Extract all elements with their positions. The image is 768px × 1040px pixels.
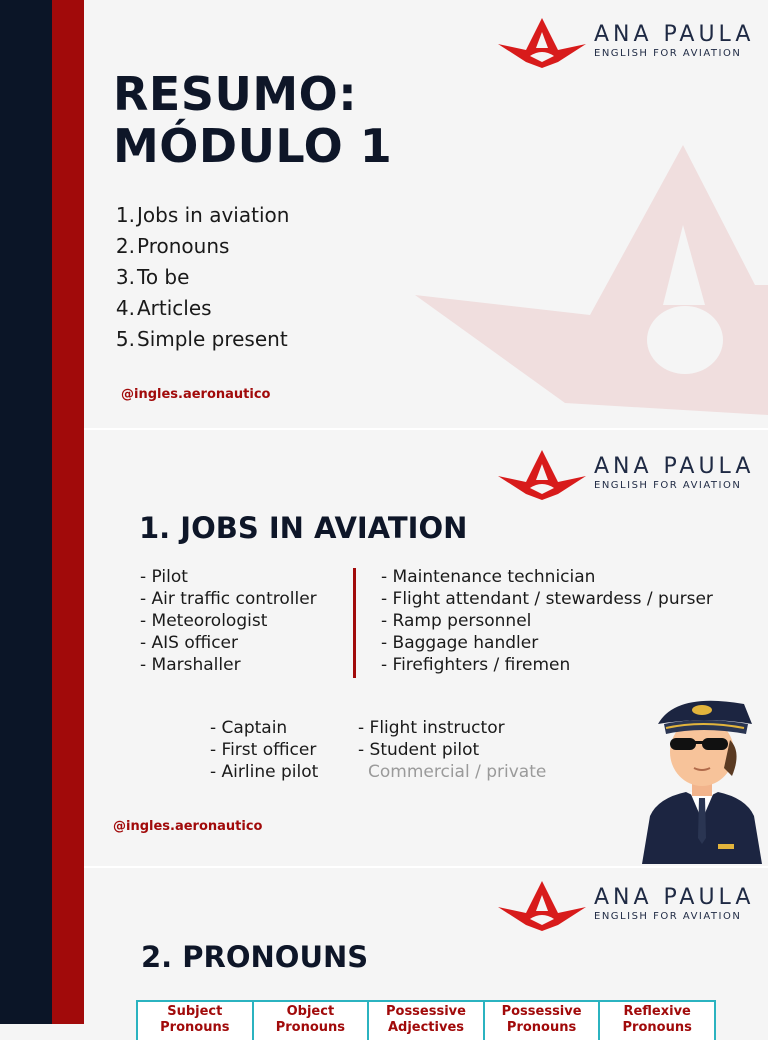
brand-name: ANA PAULA (594, 885, 755, 910)
list-item: - AIS officer (140, 633, 239, 653)
brand-tagline: ENGLISH FOR AVIATION (594, 48, 742, 59)
ana-paula-logo-icon (496, 446, 588, 502)
list-item: - Marshaller (140, 655, 241, 675)
slide-divider (84, 866, 768, 868)
list-item: - First officer (210, 740, 317, 760)
list-item: - Flight attendant / stewardess / purser (381, 589, 713, 609)
list-item: 3. To be (115, 265, 190, 289)
list-item: - Airline pilot (210, 762, 319, 782)
brand-tagline: ENGLISH FOR AVIATION (594, 911, 742, 922)
column-divider (353, 568, 356, 678)
instructor-types-list (358, 717, 546, 783)
list-item: - Student pilot (358, 740, 480, 760)
list-item: 4. Articles (115, 296, 212, 320)
list-item: - Pilot (140, 567, 188, 587)
pilot-avatar-icon (636, 688, 768, 864)
license-note: Commercial / private (368, 762, 547, 782)
ana-paula-logo-icon (496, 14, 588, 70)
list-item: 2. Pronouns (115, 234, 230, 258)
title-line-1: RESUMO: (113, 67, 358, 121)
list-item: - Maintenance technician (381, 567, 596, 587)
social-handle: @ingles.aeronautico (113, 819, 263, 834)
brand-logo (496, 446, 754, 502)
slide-divider (84, 428, 768, 430)
list-item: - Air traffic controller (140, 589, 317, 609)
pronouns-table-header (136, 1000, 716, 1040)
brand-logo (496, 877, 754, 933)
list-item: - Baggage handler (381, 633, 539, 653)
brand-tagline: ENGLISH FOR AVIATION (594, 480, 742, 491)
jobs-list-left (140, 566, 317, 676)
list-item: - Meteorologist (140, 611, 268, 631)
list-item: - Captain (210, 718, 288, 738)
ana-paula-logo-icon (496, 877, 588, 933)
brand-name: ANA PAULA (594, 22, 755, 47)
left-red-stripe (52, 0, 84, 1024)
section-title-jobs: 1. JOBS IN AVIATION (139, 511, 468, 545)
list-item: - Flight instructor (358, 718, 505, 738)
title-line-2: MÓDULO 1 (113, 119, 393, 173)
table-header-cell: Possessive Adjectives (369, 1002, 485, 1040)
table-header-cell: Possessive Pronouns (485, 1002, 601, 1040)
social-handle: @ingles.aeronautico (121, 387, 271, 402)
list-item: - Ramp personnel (381, 611, 532, 631)
list-item: 1. Jobs in aviation (115, 203, 290, 227)
list-item: 5. Simple present (115, 327, 288, 351)
table-header-cell: Reflexive Pronouns (622, 1004, 692, 1035)
table-header-cell: Object Pronouns (254, 1002, 370, 1040)
table-header-cell: Subject Pronouns (138, 1002, 254, 1040)
brand-name: ANA PAULA (594, 454, 755, 479)
pilot-types-list (210, 717, 318, 783)
module-contents-list (113, 200, 289, 355)
jobs-list-right (381, 566, 713, 676)
watermark-logo-icon (415, 135, 768, 425)
page-title (113, 68, 392, 172)
section-title-pronouns: 2. PRONOUNS (141, 940, 369, 974)
brand-logo (496, 14, 754, 70)
left-navy-stripe (0, 0, 52, 1024)
list-item: - Firefighters / firemen (381, 655, 571, 675)
